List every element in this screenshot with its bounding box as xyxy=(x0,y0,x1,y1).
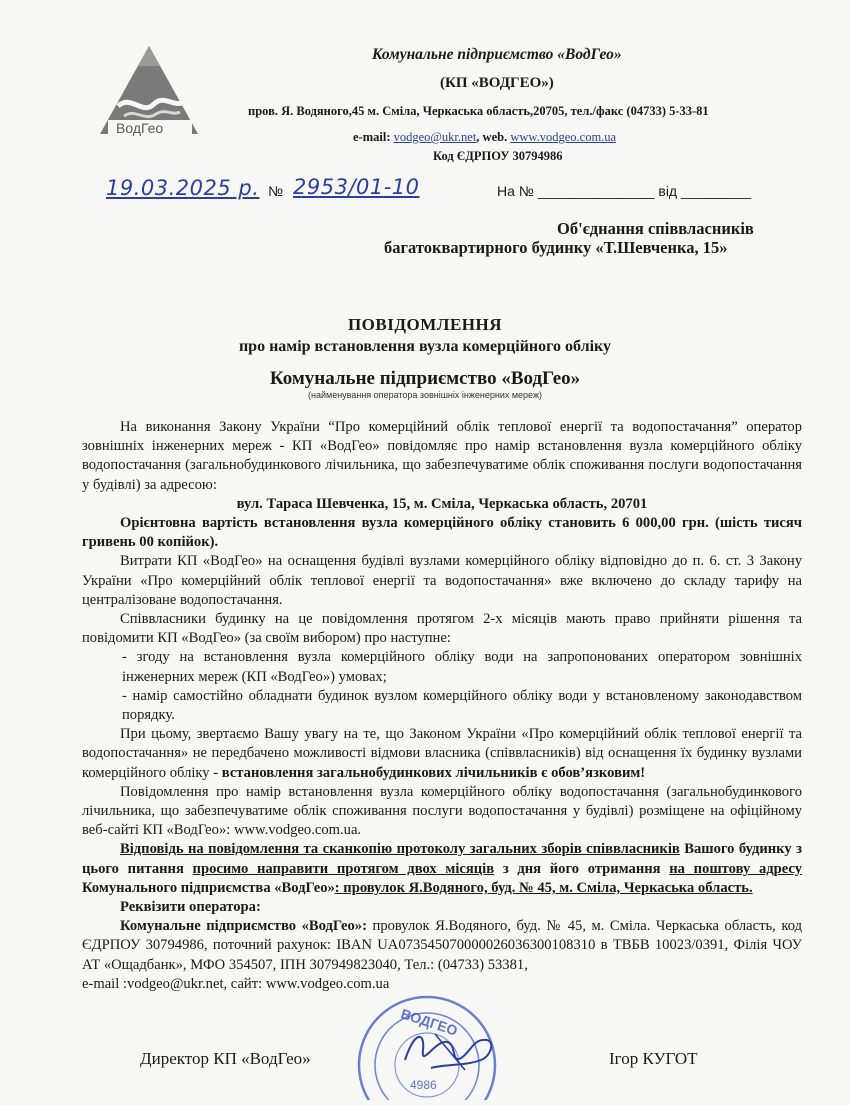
stamp-text: ВОДГЕО xyxy=(398,1005,460,1039)
website-paragraph: Повідомлення про намір встановлення вузла комерційного обліку водопостачання (загальнобудинкового лічильника, що забезпечуватиме облік споживання послуги водопостачання у будівлі) розміщене на офіційному веб-сайті КП «ВодГео»: www.vodgeo.com.ua. xyxy=(82,783,802,839)
director-name: Ігор КУГОТ xyxy=(609,1049,698,1068)
reply-part-a: Відповідь на повідомлення та сканкопію протоколу загальних зборів співвласників xyxy=(120,841,680,858)
meter-address: вул. Тараса Шевченка, 15, м. Сміла, Черкаська область, 20701 xyxy=(236,495,648,512)
operator-name: Комунальне підприємство «ВодГео» xyxy=(269,368,581,389)
letter-date: 19.03.2025 р. xyxy=(106,176,260,200)
requisites-name: Комунальне підприємство «ВодГео»: xyxy=(120,918,367,935)
reply-part-b: Вашого будинку з цього питання xyxy=(82,841,802,877)
letter-body xyxy=(82,418,802,994)
option-consent: - згоду на встановлення вузла комерційного обліку води на запропонованих оператором зовнішніх інженерних мереж (КП «ВодГео») умовах; xyxy=(122,649,802,685)
rights-paragraph: Співвласники будинку на це повідомлення протягом 2-х місяців мають право прийняти рішення та повідомити КП «ВодГео» (за своїм вибором) про наступне: xyxy=(82,611,802,647)
reply-part-f: Комунального підприємства «ВодГео» xyxy=(82,879,335,896)
reply-part-e: на поштову адресу xyxy=(669,860,802,877)
email-link[interactable]: vodgeo@ukr.net xyxy=(393,130,477,144)
requisites-paragraph xyxy=(82,917,802,975)
operator-caption: (найменування оператора зовнішніх інженерних мереж) xyxy=(308,390,542,400)
director-title: Директор КП «ВодГео» xyxy=(140,1049,311,1068)
notice-heading: ПОВІДОМЛЕННЯ xyxy=(347,315,503,334)
mandatory-paragraph xyxy=(82,725,802,783)
reply-paragraph xyxy=(82,840,802,898)
logo-text: ВодГео xyxy=(116,120,164,136)
letter-number: 2953/01-10 xyxy=(293,175,420,199)
requisites-contacts: e-mail :vodgeo@ukr.net, сайт: www.vodgeo.com.ua xyxy=(82,975,390,992)
company-logo xyxy=(94,42,204,142)
option-self-install: - намір самостійно обладнати будинок вузлом комерційного обліку води у встановленому законодавством порядку. xyxy=(122,687,802,724)
director-signature xyxy=(395,1020,505,1085)
org-edrpou: Код ЄДРПОУ 30794986 xyxy=(433,149,563,163)
requisites-text: провулок Я.Водяного, буд. № 45, м. Сміла. Черкаська область, код ЄДРПОУ 30794986, поточний рахунок: IBAN UA073545070000026036300108310 в ТВБВ 10023/0391, Філія ЧОУ АТ «Ощадбанк», МФО 354507, ІПН 307949823040, Тел.: (04733) 53381, xyxy=(82,918,802,973)
addressee-line2: багатоквартирного будинку «Т.Шевченка, 15» xyxy=(384,238,728,257)
notice-subheading: про намір встановлення вузла комерційного обліку xyxy=(238,338,612,355)
org-abbr: (КП «ВОДГЕО») xyxy=(440,75,554,91)
letter-number-label: № xyxy=(268,183,284,199)
reply-reference: На № _______________ від _________ xyxy=(497,183,752,199)
mandatory-bold: встановлення загальнобудинкових лічильників є обов’язковим! xyxy=(221,764,646,781)
reply-part-c: просимо направити протягом двох місяців xyxy=(192,860,495,877)
org-address: пров. Я. Водяного,45 м. Сміла, Черкаська область,20705, тел./факс (04733) 5-33-81 xyxy=(248,104,709,118)
org-name: Комунальне підприємство «ВодГео» xyxy=(372,46,622,63)
web-link[interactable]: www.vodgeo.com.ua xyxy=(510,130,617,144)
org-contacts xyxy=(353,130,616,145)
mandatory-text: При цьому, звертаємо Вашу увагу на те, що Законом України «Про комерційний облік теплової енергії та водопостачання» не передбачено можливості відмови власника (співвласників) від оснащення їх будинку вузлами комерційного обліку - xyxy=(82,726,802,781)
addressee-line1: Об'єднання співвласників xyxy=(557,219,754,238)
cost-paragraph: Орієнтовна вартість встановлення вузла комерційного обліку становить 6 000,00 грн. (шість тисяч гривень 00 копійок). xyxy=(82,515,802,551)
reply-part-d: з дня його отримання xyxy=(494,860,670,877)
web-label: , web. xyxy=(476,130,511,144)
intro-paragraph: На виконання Закону України “Про комерційний облік теплової енергії та водопостачання” оператор зовнішніх інженерних мереж - КП «ВодГео» повідомляє про намір встановлення вузла комерційного обліку водопостачання (загальнобудинкового лічильника, що забезпечуватиме облік споживання послуги водопостачання у будівлі) за адресою: xyxy=(82,419,802,493)
reply-part-g: : провулок Я.Водяного, буд. № 45, м. Сміла, Черкаська область. xyxy=(334,879,753,896)
costs-paragraph: Витрати КП «ВодГео» на оснащення будівлі вузлами комерційного обліку відповідно до п. 6. ст. 3 Закону України «Про комерційний облік теплової енергії та водопостачання» вже включено до складу тарифу на централізоване водопостачання. xyxy=(82,553,802,608)
email-label: e-mail: xyxy=(353,130,394,144)
stamp-code: 4986 xyxy=(410,1078,437,1092)
requisites-label: Реквізити оператора: xyxy=(120,899,261,916)
